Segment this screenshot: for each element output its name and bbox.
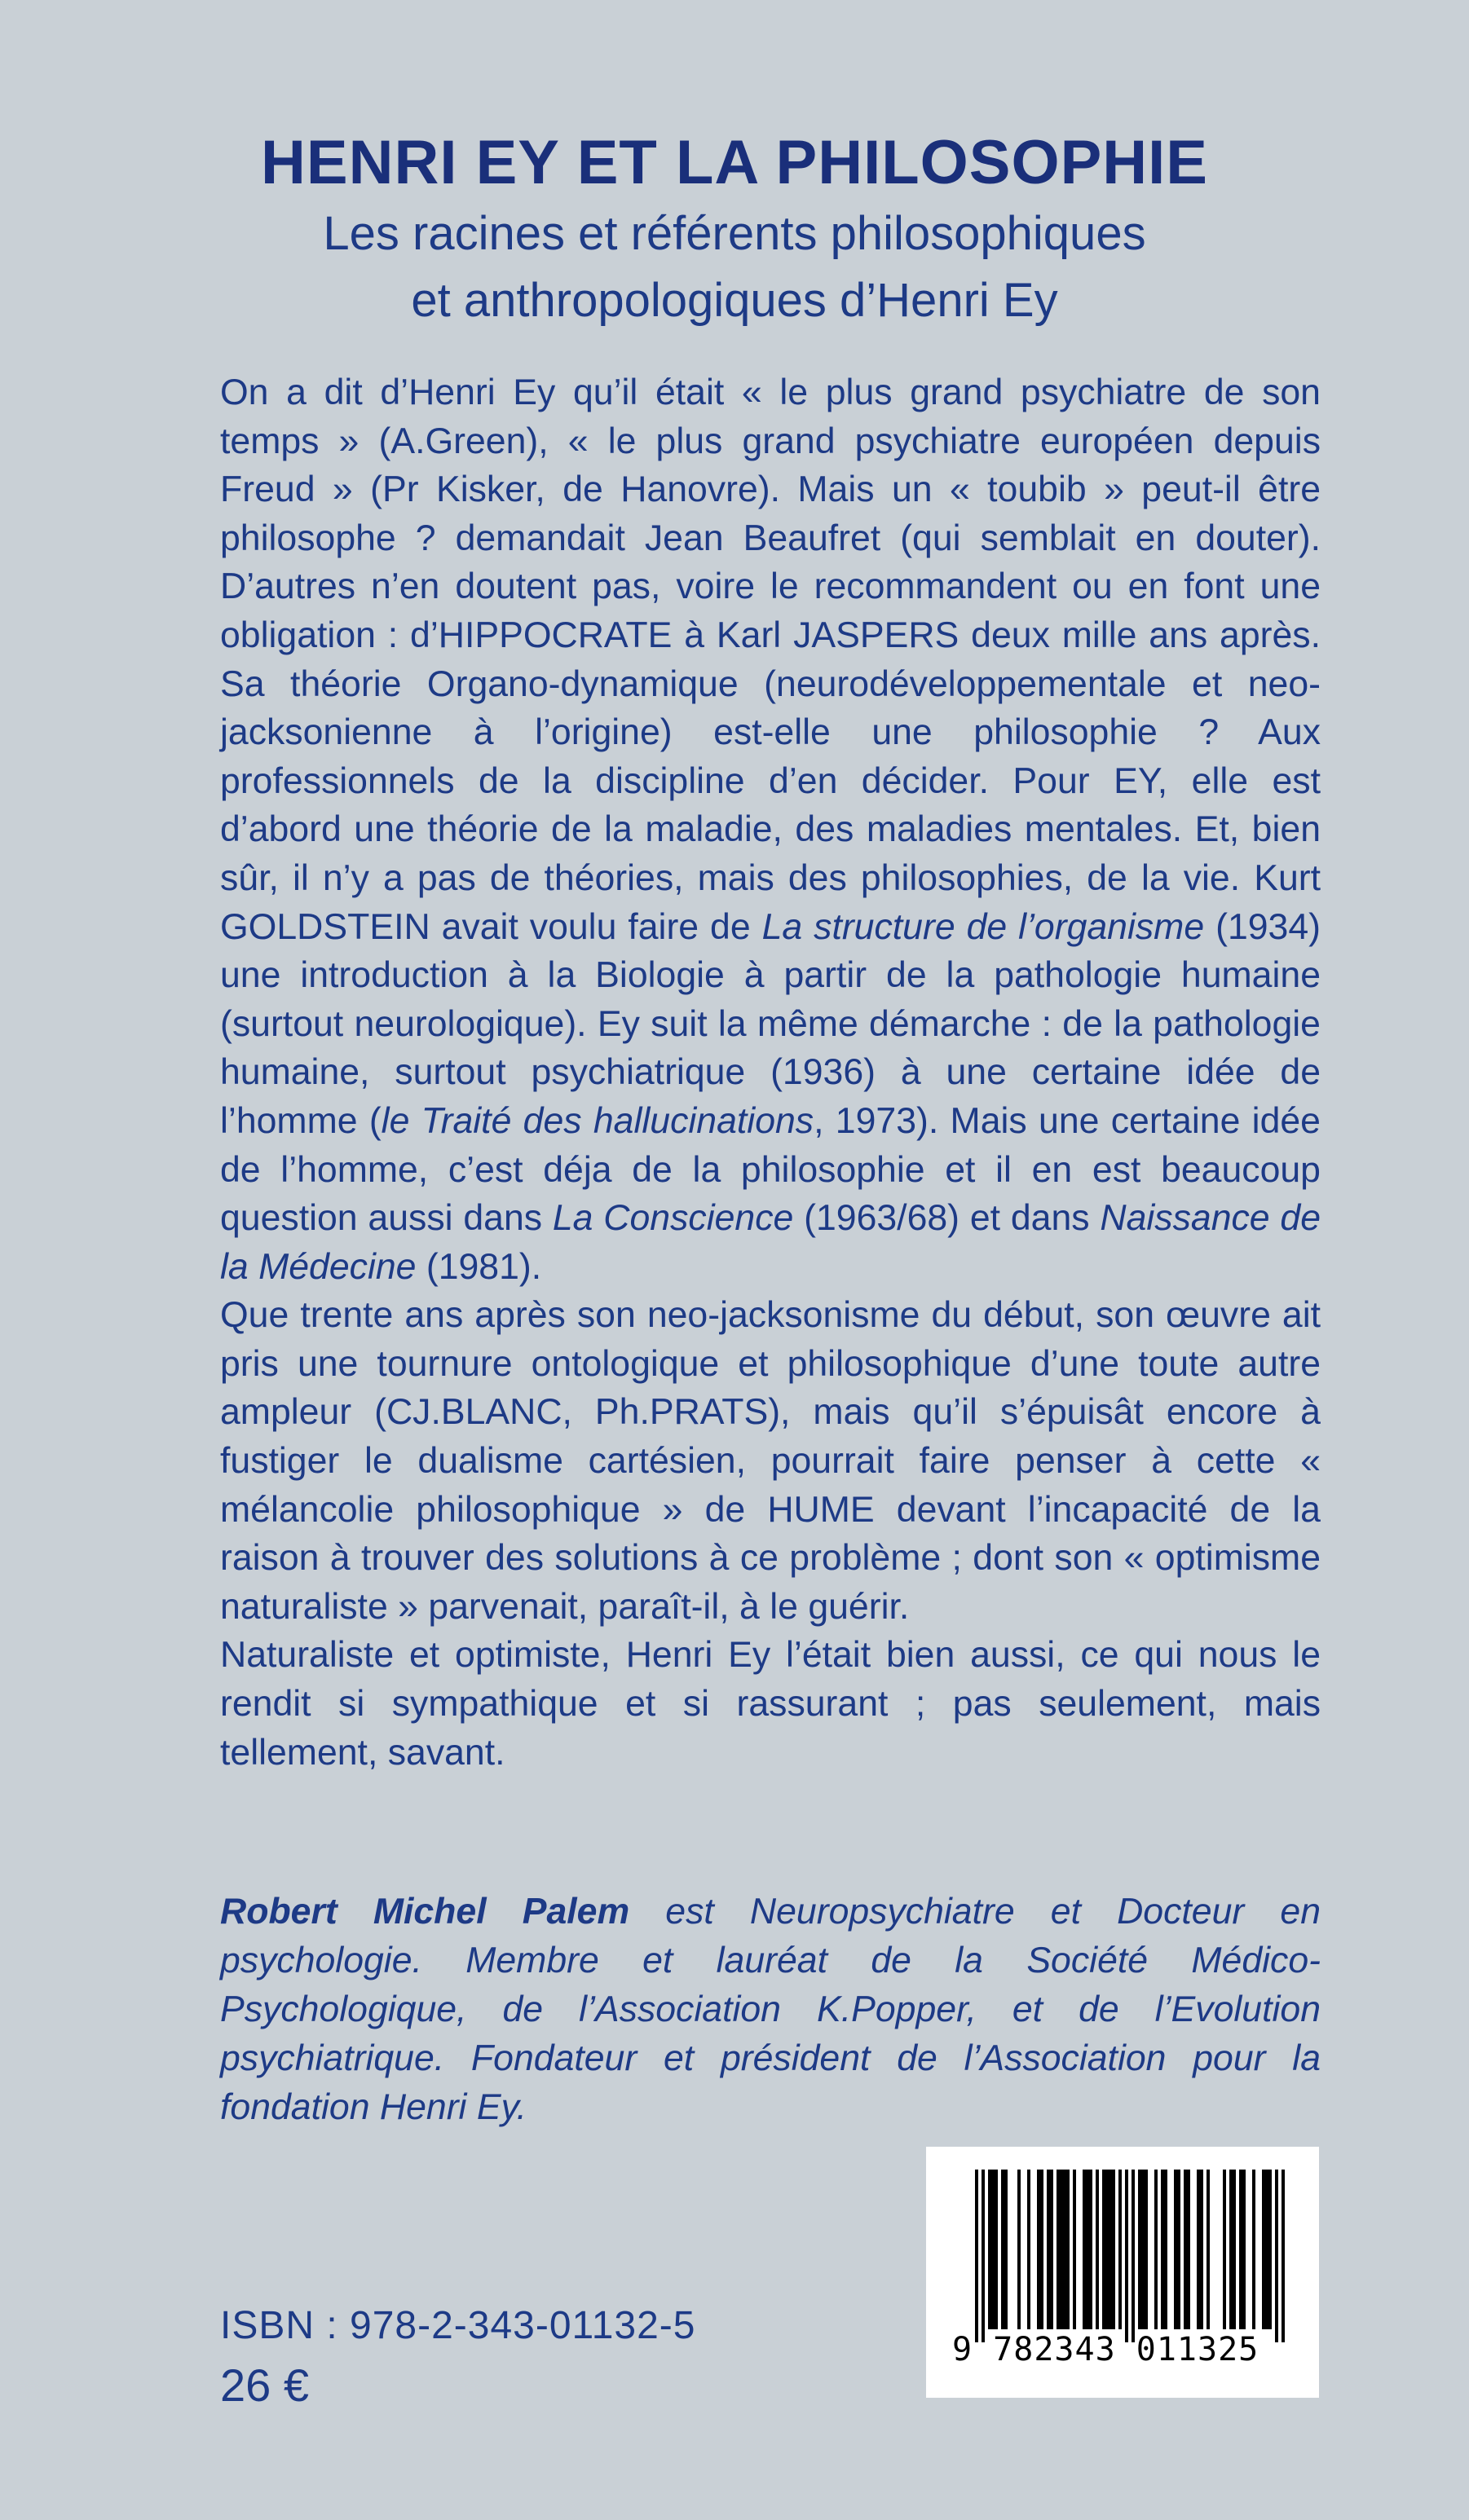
- barcode-bar: [1112, 2170, 1115, 2329]
- barcode-bar: [1004, 2170, 1008, 2329]
- barcode-bar: [1268, 2170, 1272, 2329]
- barcode-digits: 9 782343 011325: [952, 2331, 1259, 2368]
- barcode-bar: [1017, 2170, 1021, 2329]
- barcode-bar: [1096, 2170, 1099, 2329]
- barcode-bar: [1050, 2170, 1053, 2329]
- summary-paragraph-1: [220, 368, 1321, 1291]
- summary-p1-part-c: , 1973). Mais une certaine idée de l’homme, c’est déja de la philosophie et il en est beaucoup question aussi dans: [220, 1100, 1321, 1239]
- barcode-bar: [995, 2170, 998, 2329]
- author-bio: [220, 1888, 1321, 2132]
- barcode-bar: [1275, 2170, 1278, 2342]
- barcode-bar: [1125, 2170, 1128, 2342]
- barcode-bar: [1037, 2170, 1040, 2329]
- barcode-bar: [1145, 2170, 1148, 2329]
- author-name: Robert Michel Palem: [220, 1892, 630, 1932]
- barcode-bar: [1138, 2170, 1141, 2329]
- work-title-conscience: La Conscience: [552, 1198, 794, 1239]
- barcode-bar: [1102, 2170, 1105, 2329]
- price: 26 €: [220, 2359, 309, 2411]
- subtitle-line-2: et anthropologiques d’Henri Ey: [411, 274, 1058, 327]
- summary-paragraph-2: Que trente ans après son neo-jacksonisme du début, son œuvre ait pris une tournure ontologique et philosophique d’une toute autre ampleur (CJ.BLANC, Ph.PRATS), mais qu’il s’épuisât encore à fustiger le dualisme cartésien, pourrait faire penser à cette « mélancolie philosophique » de HUME devant l’incapacité de la raison à trouver des solutions à ce problème ; dont son « optimisme naturaliste » parvenait, paraît-il, à le guérir.: [220, 1295, 1321, 1627]
- isbn: ISBN : 978-2-343-01132-5: [220, 2304, 696, 2347]
- barcode-bar: [1265, 2170, 1268, 2329]
- barcode-bar: [1154, 2170, 1158, 2329]
- barcode-bar: [1229, 2170, 1233, 2329]
- barcode-bar: [1200, 2170, 1203, 2329]
- barcode-bar: [1109, 2170, 1112, 2329]
- barcode-bar: [1089, 2170, 1092, 2329]
- barcode-bar: [1174, 2170, 1177, 2329]
- book-title: HENRI EY ET LA PHILOSOPHIE: [261, 128, 1208, 197]
- barcode-bar: [1001, 2170, 1004, 2329]
- barcode-bar: [1164, 2170, 1167, 2329]
- barcode-bar: [1161, 2170, 1164, 2329]
- barcode-bar: [1118, 2170, 1122, 2329]
- barcode-bar: [1105, 2170, 1109, 2329]
- barcode-bar: [1239, 2170, 1242, 2329]
- barcode-bar: [1242, 2170, 1246, 2329]
- barcode-bar: [991, 2170, 995, 2329]
- barcode-bar: [1252, 2170, 1255, 2329]
- barcode-bar: [988, 2170, 991, 2329]
- barcode-bar: [1262, 2170, 1265, 2329]
- barcode-bar: [1187, 2170, 1190, 2329]
- barcode-bar: [1233, 2170, 1236, 2329]
- barcode-bar: [982, 2170, 985, 2342]
- work-title-structure: La structure de l’organisme: [761, 906, 1205, 947]
- barcode-bar: [1027, 2170, 1030, 2329]
- barcode-bar: [1197, 2170, 1200, 2329]
- barcode-bar: [1083, 2170, 1086, 2329]
- barcode-bar: [1063, 2170, 1066, 2329]
- barcode-bar: [1282, 2170, 1285, 2342]
- author-bio-text: est Neuropsychiatre et Docteur en psychologie. Membre et lauréat de la Société Médico-Psychologique, de l’Association K.Popper, et de l’Evolution psychiatrique. Fondateur et président de l’Association pour la fondation Henri Ey.: [220, 1892, 1321, 2127]
- barcode-bar: [1060, 2170, 1063, 2329]
- work-title-naissance: Naissance de la Médecine: [220, 1198, 1321, 1287]
- summary-p1-part-b: (1934) une introduction à la Biologie à partir de la pathologie humaine (surtout neurologique). Ey suit la même démarche : de la pathologie humaine, surtout psychiatrique (1936) à une certaine idée de l’homme (: [220, 906, 1321, 1141]
- book-subtitle: [0, 200, 1469, 334]
- summary-p1-part-d: (1963/68) et dans: [793, 1198, 1101, 1239]
- barcode-bar: [1207, 2170, 1210, 2329]
- barcode-bar: [1132, 2170, 1135, 2342]
- barcode-bar: [1177, 2170, 1180, 2329]
- barcode-bar: [975, 2170, 978, 2342]
- subtitle-line-1: Les racines et référents philosophiques: [323, 207, 1146, 260]
- barcode-bar: [1040, 2170, 1043, 2329]
- barcode-bar: [1047, 2170, 1050, 2329]
- summary-text: [220, 368, 1321, 1777]
- summary-p1-part-e: (1981).: [416, 1246, 542, 1287]
- barcode: [926, 2147, 1319, 2398]
- summary-p1-part-a: On a dit d’Henri Ey qu’il était « le plus grand psychiatre de son temps » (A.Green), « le plus grand psychiatre européen depuis Freud » (Pr Kisker, de Hanovre). Mais un « toubib » peut-il être philosophe ? demandait Jean Beaufret (qui semblait en douter). D’autres n’en doutent pas, voire le recommandent ou en font une obligation : d’HIPPOCRATE à Karl JASPERS deux mille ans après. Sa théorie Organo-dynamique (neurodéveloppementale et neo-jacksonienne à l’origine) est-elle une philosophie ? Aux professionnels de la discipline d’en décider. Pour EY, elle est d’abord une théorie de la maladie, des maladies mentales. Et, bien sûr, il n’y a pas de théories, mais des philosophies, de la vie. Kurt GOLDSTEIN avait voulu faire de: [220, 372, 1321, 947]
- barcode-bar: [1057, 2170, 1060, 2329]
- barcode-bar: [1073, 2170, 1076, 2329]
- barcode-bar: [1066, 2170, 1070, 2329]
- barcode-bar: [1141, 2170, 1145, 2329]
- barcode-bar: [1086, 2170, 1089, 2329]
- work-title-traite: le Traité des hallucinations: [381, 1100, 814, 1141]
- summary-paragraph-3: Naturaliste et optimiste, Henri Ey l’était bien aussi, ce qui nous le rendit si sympathique et si rassurant ; pas seulement, mais tellement, savant.: [220, 1635, 1321, 1773]
- barcode-bar: [1184, 2170, 1187, 2329]
- barcode-bar: [1223, 2170, 1226, 2329]
